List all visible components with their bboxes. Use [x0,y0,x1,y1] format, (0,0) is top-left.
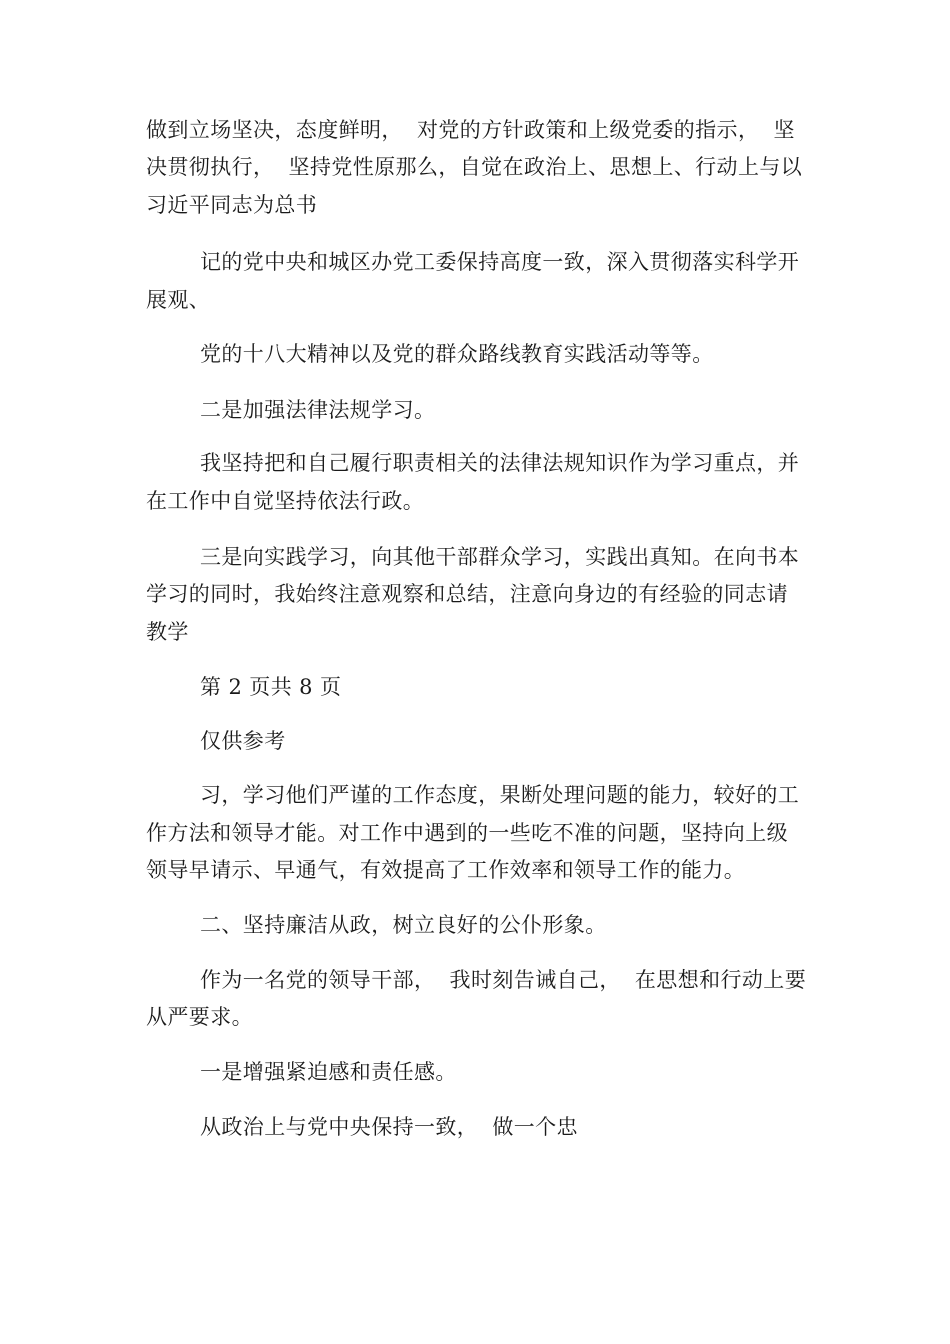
section-heading: 二是加强法律法规学习。 [200,398,436,422]
page-number: 第 2 页共 8 页 [200,675,342,699]
text-line: 在工作中自觉坚持依法行政。 [146,489,425,513]
text-line: 领导早请示、早通气，有效提高了工作效率和领导工作的能力。 [146,858,746,882]
text-line: 党的十八大精神以及党的群众路线教育实践活动等等。 [200,342,714,366]
text-line: 作为一名党的领导干部， 我时刻告诫自己， 在思想和行动上要 [200,968,807,992]
text-line: 习近平同志为总书 [146,193,318,217]
text-line: 从政治上与党中央保持一致， 做一个忠 [200,1115,578,1139]
text-line: 从严要求。 [146,1005,253,1029]
reference-note: 仅供参考 [200,729,286,753]
text-line: 习，学习他们严谨的工作态度，果断处理问题的能力，较好的工 [200,783,800,807]
text-line: 学习的同时，我始终注意观察和总结，注意向身边的有经验的同志请 [146,582,788,606]
text-line: 记的党中央和城区办党工委保持高度一致，深入贯彻落实科学开 [200,250,800,274]
text-line: 做到立场坚决，态度鲜明， 对党的方针政策和上级党委的指示， 坚 [146,118,795,142]
section-heading: 二、坚持廉洁从政，树立良好的公仆形象。 [200,913,607,937]
text-line: 展观、 [146,288,211,312]
text-line: 作方法和领导才能。对工作中遇到的一些吃不准的问题，坚持向上级 [146,821,788,845]
text-line: 教学 [146,620,189,644]
text-line: 决贯彻执行， 坚持党性原那么，自觉在政治上、思想上、行动上与以 [146,155,803,179]
text-line: 三是向实践学习，向其他干部群众学习，实践出真知。在向书本 [200,545,800,569]
text-line: 我坚持把和自己履行职责相关的法律法规知识作为学习重点，并 [200,451,800,475]
section-heading: 一是增强紧迫感和责任感。 [200,1060,457,1084]
